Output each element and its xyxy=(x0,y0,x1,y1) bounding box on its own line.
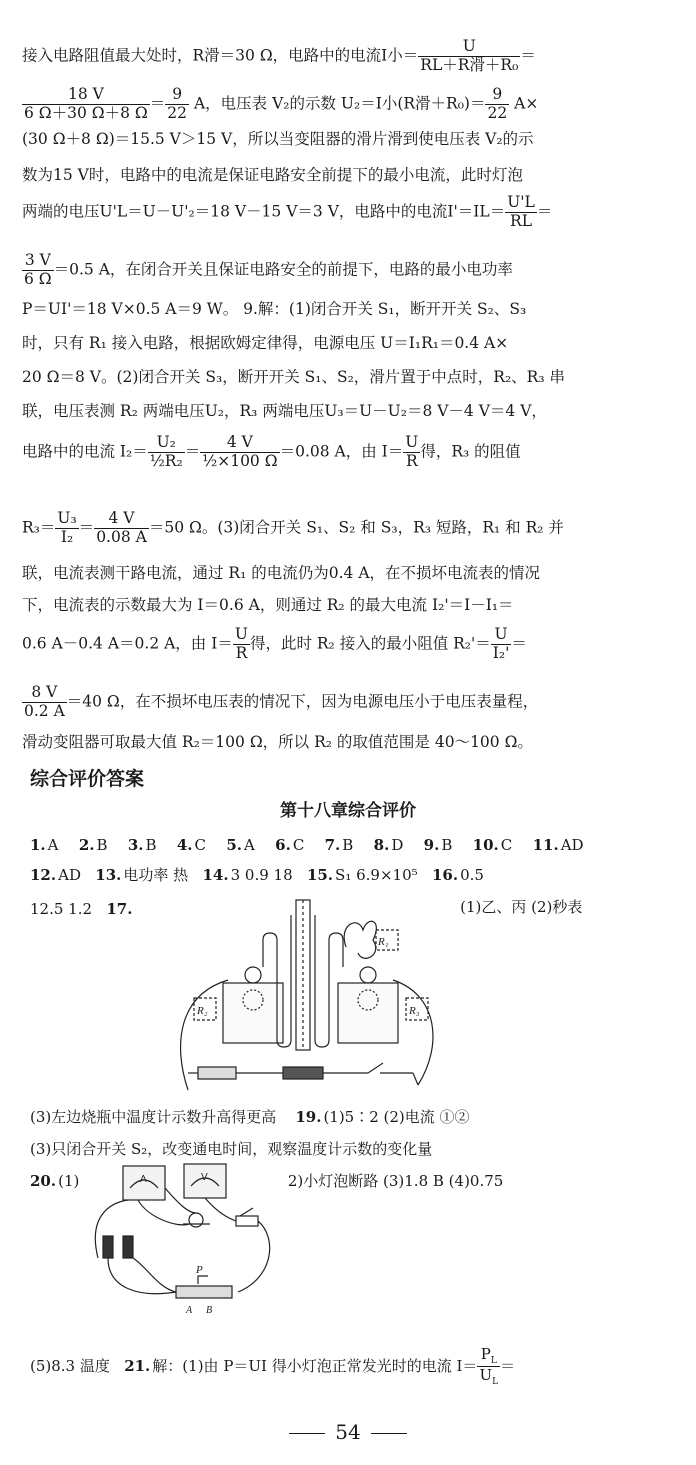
solution-line-15: 0.6 A－0.4 A＝0.2 A，由 I＝ $\frac{U}{R}$ 得，此时 R₂ 接入的最小阻值 R₂'＝ $\frac{U}{\text{I₂'}}$ ＝ xyxy=(22,625,527,662)
answer-item: 15. S₁ 6.9×10⁵ xyxy=(306,866,418,884)
fig20-label-voltmeter: V xyxy=(201,1172,208,1183)
solution-line-8: 时，只有 R₁ 接入电路，根据欧姆定律得，电源电压 U＝I₁R₁＝0.4 A× xyxy=(22,334,509,352)
answer-item: 3. B xyxy=(127,836,157,854)
answer-20-1: 20. (1) xyxy=(30,1172,80,1190)
solution-line-5: 两端的电压U'L＝U－U'₂＝18 V－15 V＝3 V，电路中的电流I'＝IL＝ $\frac{U'L}{RL}$ ＝ xyxy=(22,193,553,230)
solution-line-12: R₃＝ $\frac{\text{U₃}}{\text{I₂}}$ ＝ $\frac{4 V}{0.08 A}$ ＝50 Ω。(3)闭合开关 S₁、S₂ 和 S₃，R₃ 短路，R₁ 和 R₂ 并 xyxy=(22,509,564,546)
fraction: $\frac{U}{R}$ xyxy=(234,625,248,662)
answer-item: 10. C xyxy=(472,836,513,854)
fig17-label-r3: R₃ xyxy=(409,1005,420,1017)
fraction: $\frac{8 V}{0.2 A}$ xyxy=(24,683,65,720)
answer-item: 4. C xyxy=(176,836,207,854)
answer-item: 11. AD xyxy=(532,836,584,854)
answer-item: 7. B xyxy=(324,836,354,854)
answers-row-1 xyxy=(30,838,584,853)
fraction: $\frac{18 V}{6 \Omega+30 \Omega+8 \Omega}$ xyxy=(24,85,148,122)
fraction: $\frac{U}{R}$ xyxy=(405,433,419,470)
fraction: $\frac{4 V}{0.08 A}$ xyxy=(96,509,147,546)
answers-row-3: 12.5 1.2 17. xyxy=(30,900,133,918)
fraction: $\frac{U}{\text{RL＋R滑＋R₀}}$ xyxy=(420,37,519,74)
solution-line-17: 滑动变阻器可取最大值 R₂＝100 Ω，所以 R₂ 的取值范围是 40～100 Ω。 xyxy=(22,733,533,751)
chapter-title: 第十八章综合评价 xyxy=(280,801,416,821)
solution-line-9: 20 Ω＝8 V。(2)闭合开关 S₃，断开开关 S₁、S₂，滑片置于中点时，R₂、R₃ 串 xyxy=(22,368,565,386)
answer-item: 2. B xyxy=(78,836,108,854)
fraction: $\frac{P_L}{U_L}$ xyxy=(479,1345,499,1388)
fig20-label-p: P xyxy=(196,1264,203,1276)
solution-line-4: 数为15 V时，电路中的电流是保证电路安全前提下的最小电流，此时灯泡 xyxy=(22,166,523,184)
answer-19-3: (3)只闭合开关 S₂，改变通电时间，观察温度计示数的变化量 xyxy=(30,1140,433,1158)
fig20-label-b: B xyxy=(206,1305,213,1316)
fraction: $\frac{U'L}{RL}$ xyxy=(507,193,535,230)
answer-item: 16. 0.5 xyxy=(431,866,484,884)
solution-line-16: $\frac{8 V}{0.2 A}$ ＝40 Ω，在不损坏电压表的情况下，因为电源电压小于电压表量程， xyxy=(24,683,539,720)
fig17-label-r1: R₁ xyxy=(378,936,389,948)
joule-experiment-figure xyxy=(168,895,458,1100)
answer-item: 12. AD xyxy=(30,866,81,884)
solution-line-1: 接入电路阻值最大处时，R滑＝30 Ω，电路中的电流I小＝ $\frac{U}{\text{RL＋R滑＋R₀}}$ ＝ xyxy=(22,37,536,74)
fraction: $\frac{9}{22}$ xyxy=(167,85,188,122)
circuit-figure xyxy=(88,1158,288,1328)
fraction: $\frac{4 V}{\text{½×100 Ω}}$ xyxy=(202,433,278,470)
answer-item: 14. 3 0.9 18 xyxy=(202,866,293,884)
answer-item: 1. A xyxy=(30,836,59,854)
answer-item: 5. A xyxy=(226,836,255,854)
page-number: 54 xyxy=(0,1420,696,1444)
answer-18: 18. (1)乙、丙 (2)秒表 xyxy=(432,898,583,916)
fig20-label-ammeter: A xyxy=(140,1174,147,1185)
solution-line-10: 联，电压表测 R₂ 两端电压U₂，R₃ 两端电压U₃＝U－U₂＝8 V－4 V＝4 V， xyxy=(22,402,547,420)
solution-line-6: $\frac{3 V}{6 \Omega}$ ＝0.5 A，在闭合开关且保证电路安全的前提下，电路的最小电功率 xyxy=(24,251,513,288)
fraction: $\frac{U}{\text{I₂'}}$ xyxy=(492,625,510,662)
solution-line-11: 电路中的电流 I₂＝ $\frac{\text{U₂}}{\text{½R₂}}$ ＝ $\frac{4 V}{\text{½×100 Ω}}$ ＝0.08 A，由 I＝ $\frac{U}{R}$ 得，R₃ 的阻值 xyxy=(22,433,521,470)
solution-line-7: P＝UI'＝18 V×0.5 A＝9 W。 9.解：(1)闭合开关 S₁，断开开关 S₂、S₃ xyxy=(22,300,527,318)
fraction: $\frac{\text{U₃}}{\text{I₂}}$ xyxy=(57,509,77,546)
solution-line-14: 下，电流表的示数最大为 I＝0.6 A，则通过 R₂ 的最大电流 I₂'＝I－I₁＝ xyxy=(22,596,514,614)
solution-line-2: $\frac{18 V}{6 \Omega+30 \Omega+8 \Omega}$ ＝ $\frac{9}{22}$ A，电压表 V₂的示数 U₂＝I小(R滑＋R₀)＝ $\frac{9}{22}$ A× xyxy=(24,85,539,122)
answer-20-rest: (2)小灯泡断路 (3)1.8 B (4)0.75 xyxy=(282,1172,504,1190)
fraction: $\frac{9}{22}$ xyxy=(487,85,508,122)
answers-row-2 xyxy=(30,868,484,883)
solution-line-3: (30 Ω＋8 Ω)＝15.5 V＞15 V，所以当变阻器的滑片滑到使电压表 V₂的示 xyxy=(22,130,534,148)
answer-item: 9. B xyxy=(423,836,453,854)
answer-20-5: (5)8.3 温度 21. 解：(1)由 P＝UI 得小灯泡正常发光时的电流 I＝ $\frac{P_L}{U_L}$ ＝ xyxy=(30,1345,516,1388)
section-title: 综合评价答案 xyxy=(30,768,145,790)
fraction: $\frac{3 V}{6 \Omega}$ xyxy=(24,251,52,288)
solution-line-13: 联，电流表测干路电流，通过 R₁ 的电流仍为0.4 A，在不损坏电流表的情况 xyxy=(22,564,541,582)
answer-18-3: (3)左边烧瓶中温度计示数升高得更高 19. (1)5∶2 (2)电流 ①② xyxy=(30,1108,470,1126)
fraction: $\frac{\text{U₂}}{\text{½R₂}}$ xyxy=(149,433,183,470)
answer-item: 6. C xyxy=(275,836,305,854)
fig17-label-r2: R₂ xyxy=(197,1005,208,1017)
answer-item: 13. 电功率 热 xyxy=(95,866,189,884)
answer-item: 8. D xyxy=(373,836,404,854)
fig20-label-a: A xyxy=(186,1305,193,1316)
